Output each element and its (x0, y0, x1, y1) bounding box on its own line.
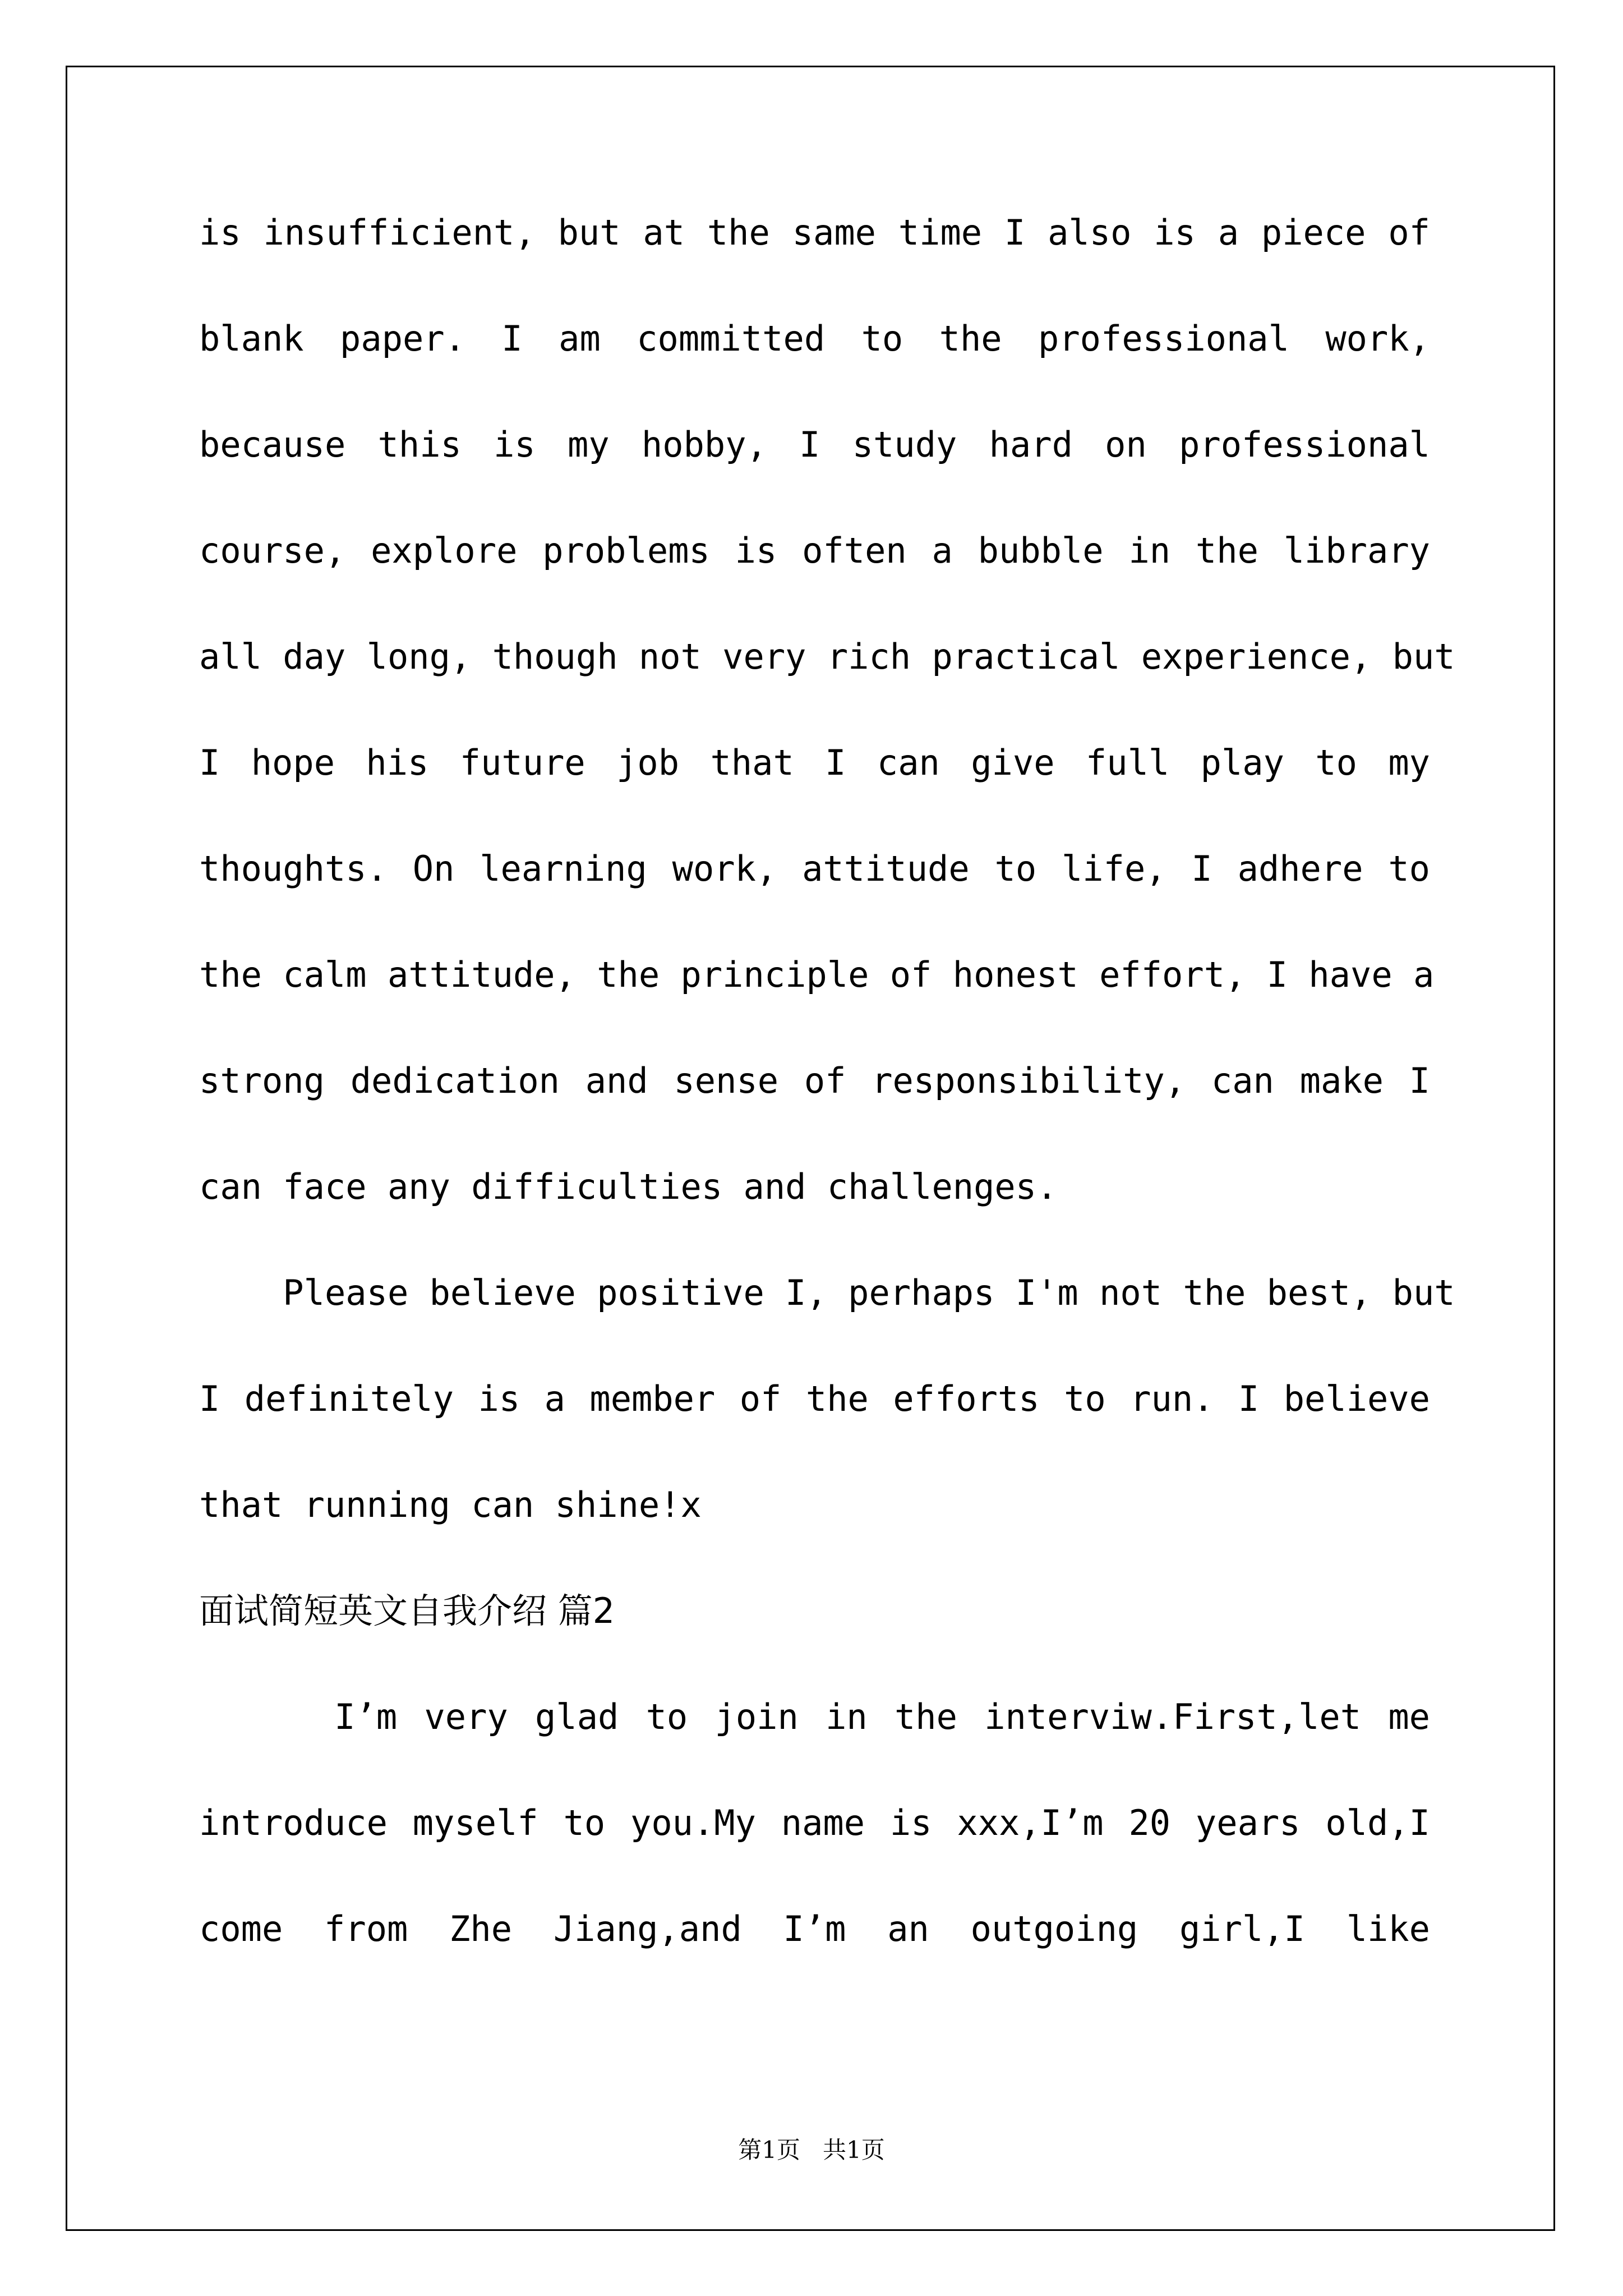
paragraph-first-line: Please believe positive I, perhaps I'm not the best, but (199, 1272, 1455, 1313)
text-line: blank paper. I am committed to the professional work, (199, 318, 1430, 359)
text-line: that running can shine!x (199, 1484, 702, 1525)
text-line: all day long, though not very rich practical experience, but (199, 636, 1455, 677)
text-line: the calm attitude, the principle of honest effort, I have a (199, 954, 1435, 995)
text-line: I definitely is a member of the efforts to run. I believe (199, 1378, 1430, 1419)
text-line: I hope his future job that I can give full play to my (199, 742, 1430, 783)
page-number-footer: 第1页 共1页 (738, 2136, 885, 2164)
text-line: come from Zhe Jiang,and I’m an outgoing girl,I like (199, 1908, 1430, 1949)
text-line: can face any difficulties and challenges. (199, 1166, 1058, 1207)
text-line: introduce myself to you.My name is xxx,I’m 20 years old,I (199, 1802, 1430, 1843)
text-line: strong dedication and sense of responsibility, can make I (199, 1060, 1430, 1101)
paragraph-first-line: I’m very glad to join in the interviw.First,let me (199, 1696, 1430, 1737)
page-border (66, 66, 1555, 2231)
text-line: course, explore problems is often a bubble in the library (199, 530, 1430, 571)
text-line: thoughts. On learning work, attitude to life, I adhere to (199, 848, 1430, 889)
text-line: is insufficient, but at the same time I also is a piece of (199, 212, 1430, 253)
section-heading: 面试简短英文自我介绍 篇2 (199, 1590, 615, 1631)
text-line: because this is my hobby, I study hard on professional (199, 424, 1430, 465)
